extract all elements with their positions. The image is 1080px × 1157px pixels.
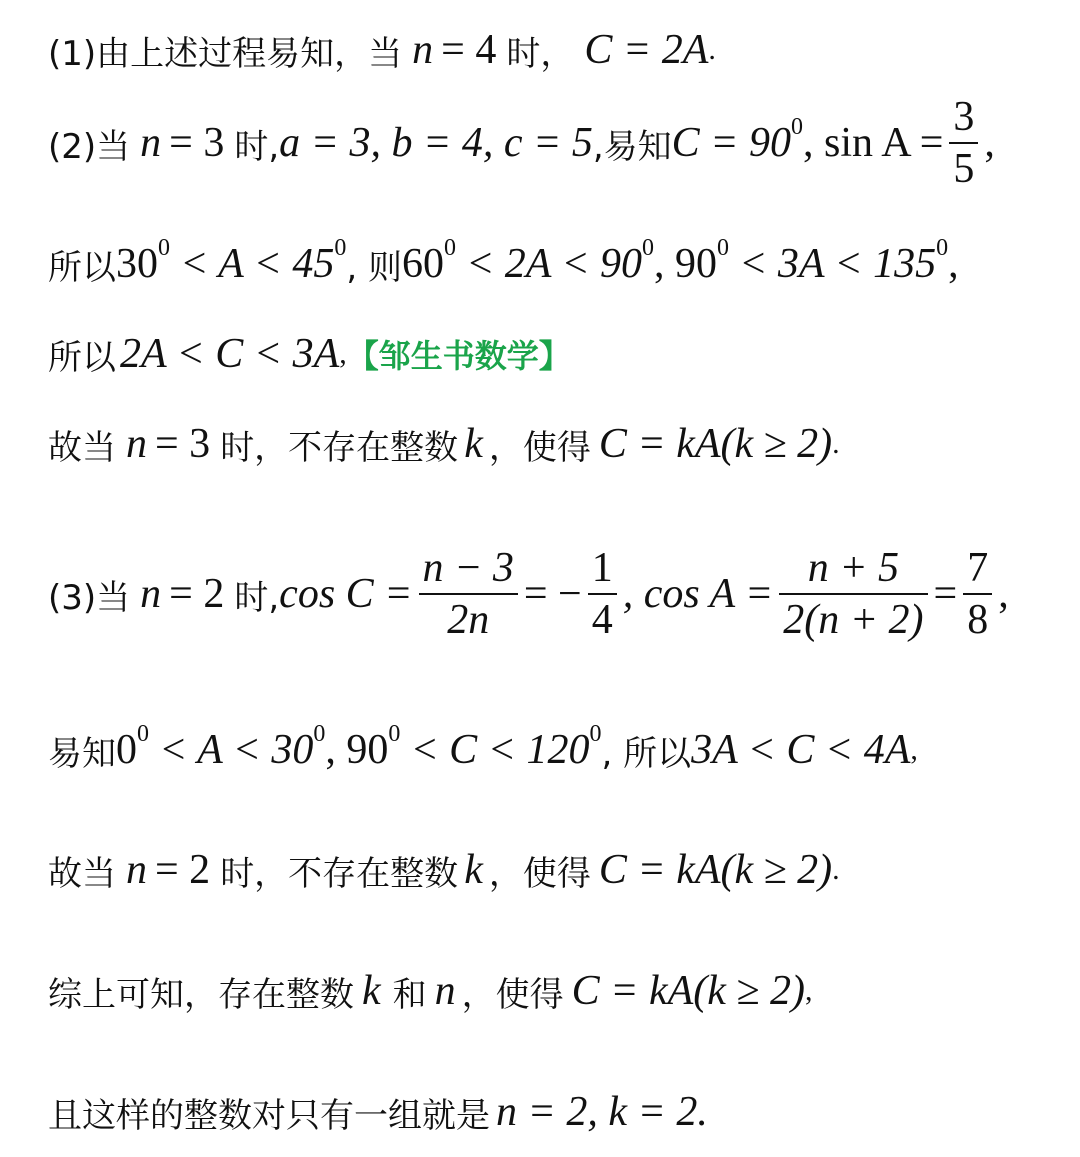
l6-cosa: , cos A = [622,571,774,617]
l1-eq: = 4 [441,27,497,73]
fraction-bar [949,142,978,144]
l2-frac-num: 3 [953,93,975,140]
l3-b2: < 2A < 90 [465,241,643,287]
l7-d2: 0 [313,720,326,747]
l8-expr: C = kA(k ≥ 2) [598,847,833,893]
l6-f3-num: n + 5 [807,544,900,591]
l7-expr: 3A < C < 4A [691,727,911,773]
line-7 [48,722,918,778]
l7-d4: 0 [589,720,602,747]
l2-end: , [984,120,995,166]
l6-f4-num: 7 [967,544,989,591]
l1-end: . [708,33,716,66]
l3-d1: 0 [158,234,170,261]
l7-a3: < C < 120 [410,727,590,773]
l2-n: n [140,120,162,166]
line-6 [48,538,1009,650]
l2-deg: 0 [791,113,804,140]
l6-f3-den: 2(n + 2) [783,597,924,643]
l1-shi: 时， [506,33,575,74]
l3-b4: < 3A < 135 [739,241,937,287]
l4-comma: , [339,337,347,370]
l7-d3: 0 [388,720,401,747]
l6-f2-den: 4 [591,597,613,643]
l2-frac-den: 5 [953,146,975,192]
l6-eq3: = [933,571,958,617]
l2-fraction [949,95,978,191]
l3-d6: 0 [936,234,949,261]
l10-expr: n = 2, k = 2. [496,1089,708,1135]
l8-rest: 时，不存在整数 [220,853,459,894]
l3-ze: , 则 [346,247,402,288]
l6-n: n [140,571,162,617]
l6-frac-4 [963,546,992,642]
l10-pre: 且这样的整数对只有一组就是 [48,1095,490,1136]
line-3 [48,236,959,292]
fraction-bar [963,593,992,595]
l6-eq2: = − [523,571,582,617]
l1-expr: C = 2A [584,27,709,73]
line-8 [48,842,840,898]
l7-a2: , 90 [325,727,389,773]
l8-mid: ，使得 [488,853,591,894]
l1-n: n [412,27,434,73]
l8-end: . [832,853,840,886]
line-1 [48,22,716,78]
l8-eq: = 2 [155,847,211,893]
l7-d1: 0 [137,720,149,747]
l6-cosc: cos C = [279,571,413,617]
l5-mid: ，使得 [488,427,591,468]
l9-k: k [362,968,381,1014]
l6-shi: 时, [234,577,280,618]
l6-f4-den: 8 [967,597,989,643]
l2-yizhi: ,易知 [592,126,672,167]
l3-d2: 0 [334,234,347,261]
fraction-bar [419,593,518,595]
l9-he: 和 [392,974,427,1015]
fraction-bar [588,593,617,595]
l6-frac-1 [419,546,518,642]
l3-a2: < A < 45 [180,241,335,287]
l5-rest: 时，不存在整数 [220,427,459,468]
l5-eq: = 3 [155,421,211,467]
line-5 [48,416,840,472]
l6-eq: = 2 [169,571,225,617]
l7-end: , [910,733,918,766]
l3-end: , [948,241,959,287]
l2-sin: , sin A = [803,120,944,166]
l2-prefix: (2)当 [48,126,131,167]
l4-suoyi: 所以 [48,337,116,378]
l9-end: , [804,974,813,1007]
l6-end: , [998,571,1009,617]
l9-mid: ，使得 [461,974,564,1015]
l2-abc: a = 3, b = 4, c = 5 [279,120,593,166]
line-9 [48,963,812,1019]
l5-gu: 故当 [48,427,116,468]
l6-f1-den: 2n [447,597,490,643]
l7-a1: < A < 30 [159,727,314,773]
l8-n: n [126,847,147,893]
l3-b1: 60 [401,241,444,287]
l5-n: n [126,421,147,467]
l3-d5: 0 [717,234,730,261]
l5-end: . [832,427,840,460]
l6-f1-num: n − 3 [422,544,514,591]
l5-k: k [464,421,483,467]
l7-suoyi: , 所以 [601,733,692,774]
line-2 [48,88,995,198]
l7-a0: 0 [116,727,137,773]
l7-yizhi: 易知 [48,733,116,774]
l8-gu: 故当 [48,853,116,894]
l3-a1: 30 [116,241,158,287]
l9-pre: 综上可知，存在整数 [48,974,354,1015]
l6-frac-3 [779,546,927,642]
l9-n: n [434,968,456,1014]
l2-shi: 时, [234,126,280,167]
l3-b3: , 90 [654,241,718,287]
l4-expr: 2A < C < 3A [120,331,340,377]
l3-d4: 0 [642,234,655,261]
l1-prefix: (1)由上述过程易知，当 [48,33,403,74]
l2-c-expr: C = 90 [671,120,792,166]
l5-expr: C = kA(k ≥ 2) [598,421,833,467]
l3-d3: 0 [443,234,456,261]
l3-suoyi: 所以 [48,247,116,288]
l6-f2-num: 1 [591,544,613,591]
l2-eq-n: = 3 [169,120,225,166]
l8-k: k [464,847,483,893]
l6-frac-2 [588,546,617,642]
fraction-bar [779,593,927,595]
l6-prefix: (3)当 [48,577,131,618]
line-4 [48,326,571,382]
brand-watermark: 【邹生书数学】 [346,337,571,375]
l9-expr: C = kA(k ≥ 2) [571,968,805,1014]
line-10 [48,1084,708,1140]
